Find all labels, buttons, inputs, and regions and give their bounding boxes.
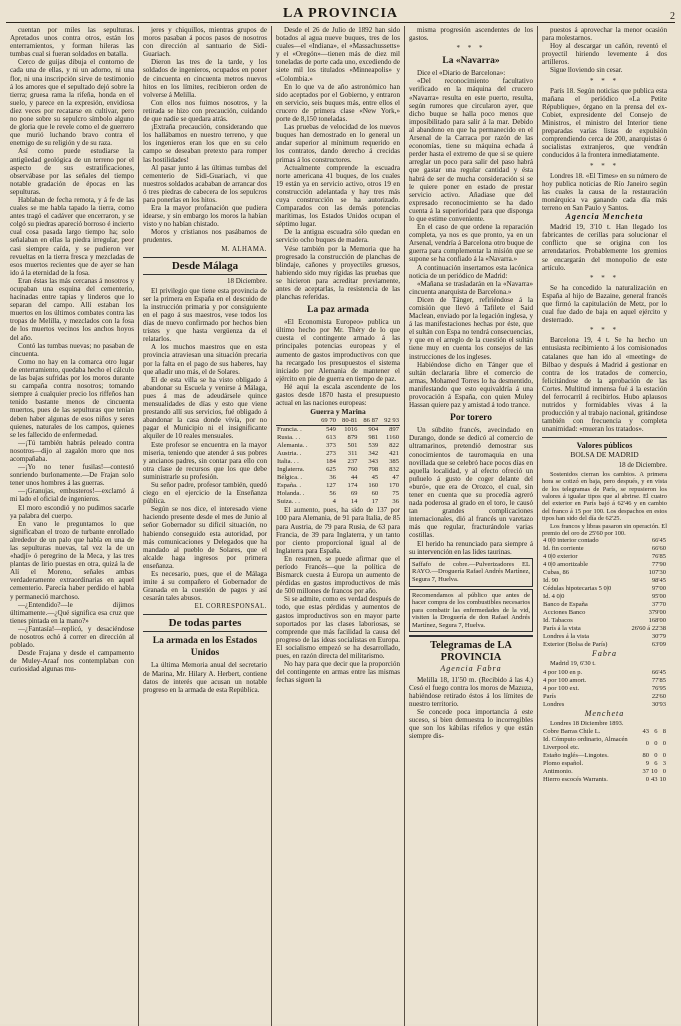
- table-cell: 501: [347, 442, 358, 450]
- article-paragraph: El de esta villa se ha visto obligado á abandonar su Escuela y venirse á Málaga, pues á mas de adeudársele quince mensualidades de días y esto que viene prestando allí sus servicios, fué obligado á abandonar la casa donde vivía, por no pagar el Municipio ni el insignificante alquiler de 10 reales mensuales.: [143, 375, 267, 441]
- table-cell: Cubas, 86: [543, 569, 569, 577]
- heading-navarra: La «Navarra»: [442, 56, 500, 67]
- table-cell: 69: [350, 490, 358, 498]
- article-paragraph: Era la mayor profanación que pudiera idearse, y sin embargo los moros la habían visto y no habían chistado.: [143, 204, 267, 229]
- table-header: 86 87: [358, 417, 379, 426]
- table-cell: 26'60 á 22'38: [631, 625, 666, 633]
- table-cell: 904: [368, 426, 379, 434]
- table-cell: 97'00: [651, 585, 666, 593]
- table-cell: 1016: [344, 426, 358, 434]
- table-cell: 107'30: [648, 569, 666, 577]
- table-cell: Londres á la vista: [543, 633, 590, 641]
- news-madrid: Madrid 19, 3'10 t. Han llegado los fabricantes de cerillas para solucionar el conflicto que se origina con los arrendatarios. Probablemente los gremios se encargarán del monopolio de este artículo.: [542, 223, 667, 272]
- table-cell: Rusia. . .: [277, 434, 301, 442]
- article-paragraph: En resumen, se puede afirmar que el período Francés—que la política de Bismarck cuesta á Europa un aumento de pérdidas en gastos improductivos de más de 500 millones de francos por año.: [276, 554, 400, 596]
- article-paragraph: Con ellos nos fuimos nosotros, y la retirada se hizo con precaución, cuidando de que nadie se quedara atrás.: [143, 98, 267, 124]
- mencheta-label: Mencheta: [584, 708, 625, 718]
- page-number: 2: [670, 11, 675, 22]
- table-cell: 95'00: [651, 593, 666, 601]
- table-cell: Id. Tabacos: [543, 617, 573, 625]
- news-barcelona: Barcelona 19, 4 t. Se ha hecho un entusiasta recibimiento á los comisionados catalanes que han ido al «meeting» de Bilbao y después á Madrid á gestionar en contra de los tratados de comercio, felicitándose de la aprobación de las Cortes. Multitud inmensa fué á la estación del ferrocarril á recibirlos. Hubo aplausos nutridos y formidables vivas á la producción y al trabajo nacional, gritándose también con frecuencia y completa unanimidad: «mueran los tratados».: [542, 336, 667, 434]
- table-cell: Alemania. .: [277, 442, 308, 450]
- table-cell: 22'60: [651, 692, 666, 700]
- table-cell: 4 0|0 interior contado: [543, 537, 599, 545]
- table-cell: 1160: [386, 434, 399, 442]
- newspaper-title: LA PROVINCIA: [282, 6, 399, 21]
- table-cell: 549: [326, 426, 336, 434]
- table-row: [276, 482, 400, 490]
- article-paragraph: Hoy al descargar un cañón, reventó el proyectil hiriendo levemente á dos artilleros.: [542, 42, 667, 67]
- table-cell: 6: [654, 759, 658, 767]
- table-cell: 4: [332, 498, 336, 506]
- table-cell: 4 0|0 exterior: [543, 553, 578, 561]
- article-paragraph: Como no hay en la comarca otro lugar de enterramiento, quedaba hecho el cálculo de las bajas sufridas por los moros durante su campaña contra nosotros; tomando siempre á cualquier precio los riffeños han tenido bastante menos de cincuenta muertos, pues de las sepulturas que tenían deben haber algunas de esos niños y seres quienes, naturales de los campos, quienes se les fallecido de enfermedad.: [10, 357, 134, 439]
- table-cell: Francia. .: [277, 426, 302, 434]
- article-paragraph: «Del reconocimiento facultativo verificado en la máquina del crucero «Navarra» resulta en este puerto, resulta, según rumores que circularon ayer, que dicho buque se halla poco menos que imposibilitado para salir á la mar. Debido al abandono en que ha permanecido en el Arsenal de la Carraca por razón de las economías, tiene su máquina echada á perder hasta el extremo de que si se quiere arreglar un poco para salir del paso habrá que gastar una regular cantidad y ésta habrá de ser de mucha consideración si se le quiere poner en estado de prestar servicio activo. Añadiase que del expresado reconocimiento se ha dado cuenta á la superioridad para que disponga lo que estime conveniente.: [409, 77, 533, 223]
- article-paragraph: Cerco de guijas dibuja el contorno de cada una de ellas, y ni un adorno, ni una flor, ni una inscripción sirve de testimonio á los amores que el sepultado dejó sobre la tierra; gruesa rama la rifeña, honda en el suelo, y parece en la expresión, envidiosa diez veces por recatarse en cultivar, pero no pone sobre su sepulcro símbolo alguno de gloria que le revele como el de guerrero que murió luchando bravo contra el enemigo de su religión y de su raza.: [10, 58, 134, 148]
- table-cell: 273: [326, 450, 336, 458]
- article-paragraph: —¿Entendido?—le dijimos últimamente.—¿Qué significa esa cruz que tienes pintada en la mano?»: [10, 600, 134, 625]
- article-paragraph: En vano le preguntamos lo que significaban el trozo de turbante enrollado alrededor de un palo que había en una de las sepulturas nuevas, tal vez la de un «hadjí» ó peregrino de la Meca, y las tres plantas de lirio puestas en otra, quizá la de Alí el Moreno, señales ambas verdaderamente extraordinarias en aquel cementerio. Parecía haber perdido el habla y permaneció marchoso.: [10, 519, 134, 601]
- table-row: [276, 458, 400, 466]
- bolsa-intro-2: Los francos y libras pasaron sin operación. El premio del oro de 25'60 por 100.: [542, 522, 667, 537]
- quote-row: [542, 625, 667, 633]
- article-paragraph: El herido ha renunciado para siempre á su intervención en las lides taurinas.: [409, 539, 533, 556]
- table-cell: 237: [347, 458, 358, 466]
- ad-sulfato-cobre: Saffafo de cobre.—Pulverizadores EL RAYO.—Droguería Rafael Andrés Martínez, Segura 7, Huelva.: [409, 558, 533, 587]
- table-cell: Id. 4 0|0: [543, 593, 565, 601]
- article-paragraph: En lo que va de año astronómico han sido aceptados por el Gobierno, y entraron en servicio, seis buques más, entre ellos el crucero de primera clase «New York,» porte de 8,150 toneladas.: [276, 82, 400, 124]
- table-cell: 77'90: [651, 561, 666, 569]
- fabra-table: [542, 669, 667, 709]
- table-cell: 14: [350, 498, 358, 506]
- heading-valores: Valores públicos: [576, 440, 633, 450]
- article-paragraph: Si se admite, como es verdad después de todo, que estas pérdidas y aumentos de gastos improductivos son en mayor parte soportados por las clases laboriosas, se comprende que más facilidad la causa del progreso de las ideas socialistas en Europa. El socialismo empezó se ha desarrollado, pues, en razón directa del militarismo.: [276, 595, 400, 660]
- quote-row: [542, 593, 667, 601]
- table-cell: 539: [368, 442, 379, 450]
- article-paragraph: Dieron las tres de la tarde, y los soldados de ingenieros, ocupados en poner de cincuenta en cincuenta metros nuevos hitos en los límites, recibieron orden de volverse á Melilla.: [143, 58, 267, 99]
- table-cell: Estaño inglés—Lingotes.: [543, 751, 609, 759]
- table-cell: 0: [645, 739, 649, 747]
- article-paragraph: Hé aquí la escala ascendente de los gastos desde 1870 hasta el presupuesto actual en las naciones europeas:: [276, 382, 400, 408]
- bolsa-intro: Sostenidos cierran los cambios. A primera hora se cotizó en baja, pero después, y en vista de los telegramas de París, se repusieron los valores á igualar tipos que al abrirse. El cuatro del exterior en París bajó á 62'46 y en cambio del franco á 15 por 100. Los despachos en estos tipos han sido del día de 62'25.: [542, 470, 667, 523]
- table-cell: 43: [642, 727, 649, 735]
- quote-row: [542, 736, 667, 752]
- table-cell: Banco de España: [543, 601, 588, 609]
- separator-stars: * * *: [456, 44, 486, 53]
- column-5: puestos á aprovechar la menor ocasión para molestarnos. Hoy al descargar un cañón, reventó el proyectil hiriendo levemente á dos artilleros. Sigue lloviendo sin cesar. * * * París 18. Según noticias que publica esta mañana el periódico «La Petite République», órgano en la prensa del ex-Cobiet, expresidente del Consejo de Ministros, el ministro del Interior tiene preparadas varias listas de expulsión comprendiendo cerca de 200, anarquistas ó socialistas extranjeros, que vendrán conducidos á la frontera inmediatamente. * * * Londres 18. «El Times» en su número de hoy publica noticias de Río Janeiro según las cuales la causa de la restauración monárquica va ganando cada día más terreno en San Paulo y Santos. Agencia Mencheta Madrid 19, 3'10 t. Han llegado los fabricantes de cerillas para solucionar el conflicto que se origina con los arrendatarios. Probablemente los gremios se encargarán del monopolio de este artículo. * * * Se ha concedido la naturalización en España al hijo de Bazaine, general francés que firmó la capitulación de Metz, por lo cual fue dado de baja en aquel ejército y desterrado. * * * Barcelona 19, 4 t. Se ha hecho un entusiasta recibimiento á los comisionados catalanes que han ido al «meeting» de Bilbao y después á Madrid á gestionar en contra de los tratados de comercio, felicitándose de la aprobación de las Cortes. Multitud inmensa fué á la estación del ferrocarril á recibirlos. Hubo aplausos nutridos y formidables vivas á la producción y al trabajo nacional, gritándose también con frecuencia y completa unanimidad: «mueran los tratados». Valores públicos BOLSA DE MADRID 18 de Diciembre. Sostenidos cierran los cambios. A primera hora se cotizó en baja, pero después, y en vista de los telegramas de París, se repusieron los valores á igualar tipos que al abrirse. El cuatro del exterior en París bajó á 62'46 y en cambio del franco á 15 por 100. Los despachos en estos tipos han sido del día de 62'25. Los francos y libras pasaron sin operación. El premio del oro de 25'60 por 100. 4 0|0 interior contado 66'45 Id. fin corriente 66'60 4 0|0 exterior 76'85 4 0|0 amortizable 77'90 Cubas, 86 107'30 Id. 90 98'45 Cédulas hipotecarias 5 0|0 97'00 Id. 4 0|0 95'00 Banco de España 37'70 Acciones Banco 379'00 Id. Tabacos 168'00 París á la vista 26'60 á 22'38 Londres á la vista 30'79 Exterior (Bolsa de París) 63'09 Fabra Madrid 19, 6'30 t. 4 por 100 en p. 66'45 4 por 100 amort. 77'85 4 por 100 ext. 76'95 París 22'60 Londres 30'93 Mencheta Londres 18 Diciembre 1893. Cobre Barras Chile L. 43 6 8 Id. Cómputo ordinario, Almacén Liverpool etc. 0 0 0 Estaño inglés—Lingotes. 80 0 0 Plomo español. 9 6 3 Antimonio. 37 10 0 Hierro escocés Warrants. 0 43 10: [542, 26, 667, 783]
- table-cell: 77'85: [651, 676, 666, 684]
- article-paragraph: Dice el «Diario de Barcelona»:: [417, 69, 506, 78]
- article-paragraph: El moro escondió y no pudimos sacarle ya palabra del cuerpo.: [10, 503, 134, 520]
- quote-row: [542, 669, 667, 677]
- table-cell: 0: [662, 767, 666, 775]
- news-londres: Londres 18. «El Times» en su número de hoy publica noticias de Río Janeiro según las cuales la causa de la restauración monárquica va ganando cada día más terreno en San Paulo y Santos.: [542, 171, 667, 212]
- table-header: 69 70: [316, 417, 337, 426]
- article-paragraph: En el caso de que ordene la reparación completa, ya nos es que pronto, ya en un Arsenal, vendría á Barcelona otro buque de guerra para complementar la misión que se supone se ha confiado á la «Navarra.»: [409, 223, 533, 264]
- metals-table: [542, 728, 667, 784]
- table-cell: 0: [654, 739, 658, 747]
- byline-alhama: M. ALHAMA.: [221, 245, 267, 253]
- table-cell: Acciones Banco: [543, 609, 586, 617]
- table-cell: 127: [326, 482, 336, 490]
- table-cell: Londres: [543, 700, 565, 708]
- article-paragraph: Hablaban de fecha remota, y á fe de las cuales se me habla tapado la tierra, como antes tragó el cadáver que encerraron, y se colgó su piedras apareció borroso é incierto cual cosa pasada largo tiempo ha; solo señalaban en ellas la piedra irregular, peor casi siempre caída, y se pudieron ver revueltas en la tierra fresca y mezcladas de esos muertos recientes que de ayer se han ido á la eternidad de la fosa.: [10, 195, 134, 277]
- table-row: [276, 434, 400, 442]
- article-paragraph: No hay para que decir que la proporción del contingente en armas entre las mismas fechas siguen la: [276, 660, 400, 685]
- table-cell: 798: [368, 466, 379, 474]
- table-cell: 832: [389, 466, 399, 474]
- table-cell: 36: [392, 498, 399, 506]
- table-cell: 160: [368, 482, 379, 490]
- table-cell: París: [543, 692, 556, 700]
- bolsa-date: 18 de Diciembre.: [618, 460, 667, 469]
- quote-row: [542, 701, 667, 709]
- article-paragraph: A continuación insertamos esta lacónica noticia de un periódico de Madrid:: [409, 263, 533, 280]
- article-paragraph: Contó las tumbas nuevas; no pasaban de cincuenta.: [10, 341, 134, 358]
- table-cell: 60: [371, 490, 379, 498]
- article-paragraph: Al pasar junto á las últimas tumbas del cementerio de Sidi-Guariach, vi que nuestros soldados acababan de arrancar dos ó tres piedras de cabecera de los sepulcros para ponerlas en los hitos.: [143, 163, 267, 204]
- table-cell: 342: [368, 450, 379, 458]
- article-paragraph: A los muchos maestros que en esta provincia atraviesan una situación precaria por la falta en el pago de sus haberes, hay que añadir uno más, el de Solares.: [143, 343, 267, 376]
- table-header: 92 93: [379, 417, 400, 426]
- article-paragraph: De la antigua escuadra sólo quedan en servicio ocho buques de madera.: [276, 228, 400, 245]
- fabra-label: Fabra: [592, 649, 617, 659]
- table-cell: 170: [389, 482, 399, 490]
- table-row: [276, 474, 400, 482]
- table-cell: 311: [347, 450, 358, 458]
- article-paragraph: «Mañana se trasladarán en la «Navarra» cincuenta anarquista de Barcelona.»: [409, 279, 533, 296]
- table-cell: 184: [326, 458, 336, 466]
- table-title: Guerra y Marina: [310, 407, 366, 417]
- table-cell: 63'09: [651, 641, 666, 649]
- heading-por-torero: Por torero: [450, 413, 492, 424]
- table-cell: Antimonio.: [543, 767, 573, 775]
- table-cell: 4 por 100 ext.: [543, 684, 580, 692]
- table-cell: 6: [654, 727, 658, 735]
- table-row: [276, 442, 400, 450]
- table-cell: 76'85: [651, 553, 666, 561]
- heading-de-todas-partes: De todas partes: [143, 614, 267, 632]
- article-paragraph: —¡Tú también habrás peleado contra nosotros—dijo al zagalón moro que nos acompañaba.: [10, 438, 134, 463]
- article-paragraph: El aumento, pues, ha sido de 137 por 100 para Alemania, de 91 para Italia, de 85 para Austria, de 79 para Rusia, de 63 para Francia, de 39 para Inglaterra, y un tanto por ciento proporcional igual al de Inglaterra para España.: [276, 506, 400, 555]
- article-paragraph: —¡Granujas, embusteros!—exclamó á mi lado el oficial de ingenieros.: [10, 487, 134, 504]
- table-cell: 373: [326, 442, 336, 450]
- article-paragraph: La última Memoria anual del secretario de Marina, Mr. Hilary A. Herbert, contiene datos de interés que acusan un notable progreso en la armada de esta República.: [143, 661, 267, 694]
- table-row: [276, 498, 400, 506]
- quote-row: [542, 633, 667, 641]
- dateline-malaga: 18 Diciembre.: [226, 276, 267, 285]
- quote-row: [542, 609, 667, 617]
- table-cell: 30'79: [651, 633, 666, 641]
- table-cell: Bélgica. .: [277, 474, 303, 482]
- table-cell: Exterior (Bolsa de París): [543, 641, 608, 649]
- table-cell: 56: [329, 490, 336, 498]
- table-cell: 0: [654, 751, 658, 759]
- table-cell: Holanda. .: [277, 490, 305, 498]
- column-4: [405, 26, 538, 1026]
- table-cell: Id. Cómputo ordinario, Almacén Liverpool etc.: [543, 735, 628, 751]
- agency-fabra: Agencia Fabra: [440, 664, 502, 674]
- telegram-paragraph: Se concede poca importancia á este suceso, si bien demuestra lo incorregibles que son los kábilas rifeños y que están siempre dis-: [409, 707, 533, 741]
- table-cell: 343: [368, 458, 379, 466]
- table-cell: 10: [651, 767, 658, 775]
- article-paragraph: Su señor padre, profesor también, quedó ciego en el ejercicio de la Enseñanza pública.: [143, 480, 267, 506]
- article-paragraph: Desde el 26 de Julio de 1892 han sido botados al agua nueve buques, tres de los cuales—el «Indiana», el «Massachussetts» y el «Oregón»—tienen más de diez mil toneladas de porte cada uno, excediendo de siete mil los titulados «Minneapolis» y «Colombia.»: [276, 26, 400, 83]
- table-cell: 174: [347, 482, 358, 490]
- table-cell: 98'45: [651, 577, 666, 585]
- news-paris: París 18. Según noticias que publica esta mañana el periódico «La Petite République», órgano en la prensa del ex-Cobiet, expresidente del Consejo de Ministros, el ministro del Interior tiene preparadas varias listas de expulsión comprendiendo cerca de 200, anarquistas ó socialistas extranjeros, que vendrán conducidos á la frontera inmediatamente.: [542, 86, 667, 160]
- article-paragraph: jeres y chiquillos, mientras grupos de moros pasaban á pocos pasos de nosotros con dirección al santuario de Sidi-Guariach.: [143, 26, 267, 59]
- table-cell: 37: [642, 767, 649, 775]
- table-cell: 385: [389, 458, 399, 466]
- agency-mencheta: Agencia Mencheta: [565, 212, 644, 222]
- table-cell: 45: [371, 474, 379, 482]
- news-madrid-2: Se ha concedido la naturalización en España al hijo de Bazaine, general francés que firmó la capitulación de Metz, por lo cual fue dado de baja en aquel ejército y desterrado.: [542, 283, 667, 325]
- military-spending-table: [276, 417, 400, 506]
- quote-row: [542, 685, 667, 693]
- table-row: [276, 426, 400, 435]
- byline-corresponsal: EL CORRESPONSAL.: [194, 603, 267, 611]
- table-cell: Id. fin corriente: [543, 545, 584, 553]
- quote-row: [542, 641, 667, 649]
- table-cell: Inglaterra.: [277, 466, 305, 474]
- table-cell: 8: [662, 727, 666, 735]
- table-cell: 75: [392, 490, 399, 498]
- table-cell: 17: [371, 498, 379, 506]
- table-cell: 168'00: [648, 617, 666, 625]
- table-cell: 379'00: [648, 609, 666, 617]
- quote-row: [542, 617, 667, 625]
- table-cell: Austria. .: [277, 450, 302, 458]
- article-paragraph: «El Economista Europeo» publica un último hecho por Mr. Théry de lo que cuesta el contingente armado á las principales potencias europeas y el aumento de gastos improductivos con que ha recargado los presupuestos el sistema iniciado por Alemania de mantener el ejército en pie de guerra en tiempo de paz.: [276, 318, 400, 383]
- quote-row: [542, 677, 667, 685]
- table-cell: 76'95: [651, 684, 666, 692]
- table-cell: 897: [389, 426, 399, 434]
- table-cell: 37'70: [651, 601, 666, 609]
- article-paragraph: ¡Extraña precaución, considerando que los hallábamos en nuestro terreno, y que los ingenieros eran los que en su celo campo se deseaban pretexto para romper las hostilidades!: [143, 123, 267, 164]
- article-paragraph: Desde Frajana y desde el campamento de Muley-Araaf nos contemplaban con curiosidad algunas mu-: [10, 649, 134, 674]
- table-cell: 0: [645, 775, 649, 783]
- table-cell: 43: [651, 775, 658, 783]
- table-header: [276, 417, 316, 426]
- table-cell: 47: [392, 474, 399, 482]
- article-paragraph: —¡Yo no tener fusilas!—contestó sonriendo burlonamente.—De Frajan solo tener unos hombres á las guerras.: [10, 463, 134, 488]
- article-paragraph: Eran éstas las más cercanas á nosotros y ocupaban una esquina del cementerio, hacinadas entre tapias y linderos que lo separan del campo. Allí estaban los muertos en los últimos combates contra las tropas de Melilla, y mezclados con la fosa de los muertos vecinos los anchos hoyos del año.: [10, 276, 134, 342]
- table-cell: 822: [389, 442, 399, 450]
- table-row: [276, 450, 400, 458]
- table-cell: Cobre Barras Chile L.: [543, 727, 601, 735]
- table-cell: 4 0|0 amortizable: [543, 561, 588, 569]
- quote-row: [542, 537, 667, 545]
- quote-row: [542, 569, 667, 577]
- article-paragraph: misma progresión ascendentes de los gastos.: [409, 26, 533, 43]
- quote-row: [542, 545, 667, 553]
- fabra-intro: Madrid 19, 6'30 t.: [550, 660, 596, 668]
- article-paragraph: Vése también por la Memoria que ha progresado la construcción de planchas de blindaje, cañones y proyectiles gruesos, habiendo sido muy rígidas las pruebas que se hicieron para acreditar previamente, antes de aceptarlas, la resistencia de las planchas referidas.: [276, 244, 400, 302]
- quote-row: [542, 752, 667, 760]
- quote-row: [542, 693, 667, 701]
- article-paragraph: Un súbdito francés, avecindado en Durango, donde se dedicó al comercio de ultramarinos, pretendió demostrar sus conocimientos de tauromaquia en una novillada que se celebró hace pocos días en aquella localidad, y al efecto ofreció un puñuelo á gusto de coger delante del «buró», que era de Orozco, el cual, sin tener en cuenta que su procedía agreró nada poderosa al grado en el toro, le causó tan grandes complicaciones internacionales, dió al francés un varetazo más que regular, fracturándole varias costillas.: [409, 426, 533, 540]
- table-cell: 10: [659, 775, 666, 783]
- heading-paz-armada: La paz armada: [307, 305, 369, 316]
- quote-row: [542, 577, 667, 585]
- table-cell: 613: [326, 434, 336, 442]
- table-cell: 760: [347, 466, 358, 474]
- table-cell: España. .: [277, 482, 301, 490]
- quote-row: [542, 601, 667, 609]
- column-2: [139, 26, 272, 1026]
- table-cell: 0: [662, 751, 666, 759]
- article-paragraph: Dicen de Tánger, refiriéndose á la comisión que llevó á Tafilete el Said Maclean, enviado por la legación inglesa, y á las manifestaciones hechas por éste, que el sultán con Espa no tendrá consecuencias, y que en el arreglo de la cuestión el sultán tiene muy en cuenta los consejos de las instrucciones de los ingleses.: [409, 295, 533, 361]
- table-cell: Cédulas hipotecarias 5 0|0: [543, 585, 612, 593]
- bolsa-table: [542, 537, 667, 649]
- telegram-paragraph: Melilla 18, 11'50 m. (Recibido á las 4.) Cesó el fuego contra los moros de Mazuza, habiéndose retirado éstos á los límites de nuestro territorio.: [409, 675, 533, 708]
- column-3: [272, 26, 405, 1026]
- article-paragraph: Habiéndose dicho en Tánger que el sultán declararía libre el comercio de armas, Mohamed Torres lo ha desmentido, manifestando que esto equivaldría á una provocación á España, con quien Muley Hassan quiere paz y amistad á todo trance.: [409, 360, 533, 410]
- article-paragraph: Moros y cristianos nos pasábamos de prudentes.: [143, 228, 267, 245]
- table-cell: 981: [368, 434, 379, 442]
- table-row: [276, 466, 400, 474]
- table-cell: 66'45: [651, 537, 666, 545]
- quote-row: [542, 585, 667, 593]
- table-cell: Id. 90: [543, 577, 559, 585]
- article-paragraph: Este profesor se encuentra en la mayor miseria, teniendo que atender á sus pobres y ancianos padres, sin contar para ello con otra clase de recursos que los que debe suministrarle su profesión.: [143, 440, 267, 481]
- ad-drogueria: Recomendamos al público que antes de hacer compra de los combustibles necesarios para combatir las enfermedades de la vid, visiten la Droguería de don Rafael Andrés Martínez, Segura 7, Huelva.: [409, 589, 533, 633]
- quote-row: [542, 561, 667, 569]
- article-paragraph: El privilegio que tiene esta provincia de ser la primera en España en el descuido de la instrucción primaria y por consiguiente en el pago á sus maestros, vese todos los días de nuevo confirmado por hechos bien tristes y que hasta vergüenza da el relatarlos.: [143, 286, 267, 344]
- article-paragraph: —¿Fantasía!—replicó, y desaciéndose de nosotros echó á correr en dirección al poblado.: [10, 624, 134, 650]
- table-cell: 4 por 100 en p.: [543, 668, 583, 676]
- article-paragraph: puestos á aprovechar la menor ocasión para molestarnos.: [542, 26, 667, 43]
- quote-row: [542, 728, 667, 736]
- table-cell: 879: [347, 434, 358, 442]
- table-cell: 9: [645, 759, 649, 767]
- table-cell: 0: [662, 739, 666, 747]
- article-paragraph: cuentan por miles las sepulturas. Apretados unos contra otros, están los enterramientos, y forman hileras las tumbas cual si fueran soldados en batalla.: [10, 26, 134, 59]
- heading-bolsa-madrid: BOLSA DE MADRID: [570, 449, 639, 459]
- article-paragraph: Según se nos dice, el interesado viene haciendo presente desde el mes de Junio al señor Gobernador su difícil situación, no habiendo conseguido esta autoridad, por más comunicaciones y Delegados que ha mandado al pueblo de Solares, que el alcalde haga ingresos por primera enseñanza.: [143, 505, 267, 570]
- quote-row: [542, 760, 667, 768]
- table-cell: París á la vista: [543, 625, 581, 633]
- table-cell: 36: [329, 474, 336, 482]
- column-1: [6, 26, 139, 1026]
- table-cell: 421: [389, 450, 399, 458]
- quote-row: [542, 553, 667, 561]
- article-paragraph: Actualmente comprende la escuadra norte americana 41 buques, de los cuales 19 están ya en servicio activo, otros 19 en construcción adelantada y hay tres más cuya construcción se ha autorizado. Comparados con las demás potencias marítimas, los Estados Unidos ocupan el séptimo lugar.: [276, 163, 400, 229]
- article-paragraph: Así como puede estudiarse la antigüedad geológica de un terreno por el aspecto de sus estratificaciones, observábase por las señales del tiempo notable gradación de épocas en las sepulturas.: [10, 147, 134, 196]
- table-header: 80-81: [337, 417, 358, 426]
- article-paragraph: Sigue lloviendo sin cesar.: [550, 66, 623, 75]
- quote-row: [542, 768, 667, 776]
- table-cell: Hierro escocés Warrants.: [543, 775, 608, 783]
- table-cell: 66'60: [651, 545, 666, 553]
- table-cell: Italia. . .: [277, 458, 299, 466]
- table-row: [276, 490, 400, 498]
- masthead: [6, 4, 675, 23]
- table-cell: 3: [662, 759, 666, 767]
- table-cell: 44: [350, 474, 358, 482]
- heading-telegramas: Telegramas de LA PROVINCIA: [430, 640, 512, 664]
- table-cell: Plomo español.: [543, 759, 584, 767]
- heading-armada: La armada en los Estados Unidos: [152, 636, 258, 659]
- table-cell: 625: [326, 466, 336, 474]
- table-cell: Suiza. . .: [277, 498, 300, 506]
- table-cell: 4 por 100 amort.: [543, 676, 587, 684]
- table-cell: 80: [642, 751, 649, 759]
- article-paragraph: Las pruebas de velocidad de los nuevos buques han demostrado en lo general un andar superior al mínimum requerido en los contratos, dando derecho á crecidas primas á los constructores.: [276, 123, 400, 164]
- heading-desde-malaga: Desde Málaga: [143, 257, 267, 275]
- columns: [6, 26, 675, 1026]
- quote-row: [542, 776, 667, 784]
- table-cell: 30'93: [651, 700, 666, 708]
- table-cell: 66'45: [651, 668, 666, 676]
- mencheta-intro: Londres 18 Diciembre 1893.: [550, 719, 624, 727]
- article-paragraph: Es necesario, pues, que el de Málaga imite á su compañero el Gobernador de Granada en la cuestión de pagos y así cesarán tales abusos.: [143, 570, 267, 603]
